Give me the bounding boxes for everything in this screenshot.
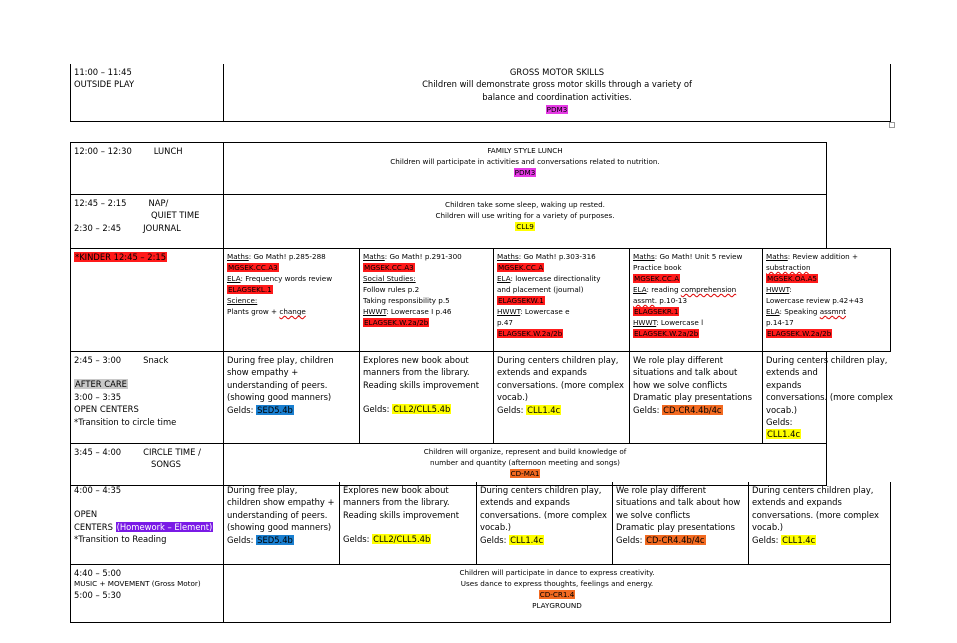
aftercare-day-1 (224, 352, 360, 444)
activity-text: (showing good manners) (227, 522, 332, 533)
lesson-text: : Go Math! p.285-288 (248, 252, 326, 261)
kinder-day-3 (494, 249, 630, 352)
activity-text: We role play different (633, 355, 724, 365)
activity-text: Reading skills improvement (363, 379, 480, 390)
subject-label: Maths (633, 252, 655, 261)
time-cell-lunch (71, 143, 224, 195)
section-title: GROSS MOTOR SKILLS (509, 67, 605, 77)
lesson-text: . p.10-13 (654, 296, 688, 305)
aftercare-day-2 (360, 352, 494, 444)
schedule-table-top (70, 64, 891, 122)
description-line: Children will participate in dance to express creativity. (459, 567, 655, 577)
activity-text: vocab.) (766, 404, 798, 415)
lesson-text: Practice book (633, 263, 682, 272)
time-cell-aftercare (71, 352, 224, 444)
gelds-label: Gelds: (766, 417, 793, 428)
time-label: 2:30 – 2:45 (74, 222, 122, 233)
description-line: Uses dance to express thoughts, feelings and energy. (460, 578, 654, 588)
section-title: FAMILY STYLE LUNCH (487, 146, 563, 155)
activity-text: extends and expands (480, 497, 570, 508)
activity-text: extends and expands (766, 367, 818, 390)
standard-code: MGSEK.CC.A (634, 274, 680, 283)
subject-label: Maths (363, 252, 385, 261)
activity-text: understanding of peers. (227, 379, 328, 390)
table-resize-handle[interactable] (889, 122, 895, 128)
transition-note: *Transition to Reading (74, 534, 167, 545)
activity-text: conversations. (more complex (497, 379, 624, 390)
activity-text: During centers children play, (766, 355, 888, 365)
description-line: number and quantity (afternoon meeting and songs) (430, 457, 620, 467)
gelds-label: Gelds: (497, 404, 527, 415)
centers-day-3 (477, 482, 613, 564)
centers-day-5 (749, 482, 891, 564)
subject-label: ELA (497, 274, 511, 283)
description-line: Children will organize, represent and build knowledge of (423, 446, 627, 456)
time-label: 4:40 – 5:00 (74, 567, 122, 578)
standard-code: SED5.4b (257, 404, 293, 415)
activity-text: During centers children play, (497, 355, 619, 365)
standard-code: ELAGSEKL.1 (228, 285, 272, 294)
standard-code: CD-CR4.4b/4c (646, 534, 705, 545)
activity-label: OPEN CENTERS (74, 404, 139, 415)
lesson-text: : Lowercase e (520, 307, 570, 316)
standard-code: ELAGSEK.W.2a/2b (498, 329, 563, 338)
activity-text: extends and expands (752, 497, 842, 508)
time-label: 12:45 – 2:15 (74, 198, 127, 208)
lesson-text: : Speaking (779, 307, 820, 316)
standard-code: CLL1.4c (782, 534, 816, 545)
schedule-table-centers (70, 482, 891, 623)
standard-code: SED5.4b (257, 534, 293, 545)
lesson-text: : lowercase directionality (510, 274, 601, 283)
gelds-label: Gelds: (633, 404, 663, 415)
standard-code: CD-MA1 (510, 468, 540, 478)
standard-code: ELAGSEKW.1 (498, 296, 544, 305)
lesson-text: Taking responsibility p.5 (363, 296, 450, 305)
gelds-label: Gelds: (227, 534, 257, 545)
time-label: 2:45 – 3:00 (74, 355, 122, 365)
activity-label: OUTSIDE PLAY (74, 79, 135, 90)
standard-code: PDM3 (546, 105, 568, 115)
homework-link[interactable]: (Homework – Element) (116, 521, 213, 532)
time-label: 3:45 – 4:00 (74, 446, 122, 457)
aftercare-day-4 (630, 352, 763, 444)
subject-label: ELA (766, 307, 780, 316)
lunch-cell (224, 143, 827, 195)
subject-label: Maths (497, 252, 519, 261)
kinder-label: *KINDER 12:45 – 2:15 (75, 252, 167, 262)
music-cell (224, 564, 891, 622)
time-cell-music (71, 564, 224, 622)
activity-label: JOURNAL (143, 222, 181, 233)
time-cell-centers (71, 482, 224, 564)
activity-label: Snack (143, 355, 169, 365)
time-label: 12:00 – 12:30 (74, 146, 132, 156)
activity-text: We role play different (616, 485, 707, 495)
activity-text: conversations. (more complex (766, 392, 893, 403)
schedule-table-main (70, 142, 891, 486)
activity-text: During free play, children (227, 355, 334, 365)
activity-text: manners from the library. (363, 367, 470, 378)
description-line: balance and coordination activities. (482, 91, 632, 102)
activity-text: Dramatic play presentations (633, 392, 752, 403)
lesson-text: : Go Math! Unit 5 review (654, 252, 743, 261)
activity-text: conversations. (more complex (752, 509, 879, 520)
subject-label: ELA (633, 285, 647, 294)
activity-text: manners from the library. (343, 497, 450, 508)
aftercare-label: AFTER CARE (75, 379, 127, 390)
standard-code: CD-CR1.4 (539, 589, 575, 599)
lesson-text: Follow rules p.2 (363, 285, 420, 294)
lesson-text: assmt (633, 296, 655, 305)
subject-label: HWWT (766, 285, 790, 294)
activity-label: NAP/ (148, 198, 169, 208)
standard-code: CLL2/CLL5.4b (373, 534, 431, 545)
activity-label: SONGS (151, 459, 181, 470)
activity-text: how we solve conflicts (633, 379, 728, 390)
lesson-text: : Go Math! p.303-316 (518, 252, 596, 261)
standard-code: PDM3 (514, 168, 536, 177)
lesson-text: p.14-17 (766, 318, 794, 327)
lesson-text: assmnt (819, 307, 847, 316)
activity-text: extends and expands (497, 367, 587, 378)
description-line: Children take some sleep, waking up rested. (445, 200, 605, 209)
activity-text: situations and talk about (633, 367, 738, 378)
activity-text: During centers children play, (752, 485, 874, 495)
centers-day-1 (224, 482, 340, 564)
standard-code: ELAGSEK.W.2a/2b (767, 329, 832, 338)
activity-text: show empathy + (227, 367, 299, 378)
transition-note: *Transition to circle time (74, 416, 177, 427)
standard-code: CD-CR4.4b/4c (663, 404, 722, 415)
lesson-text: p.47 (497, 318, 513, 327)
gelds-label: Gelds: (363, 404, 393, 415)
time-label: 3:00 – 3:35 (74, 391, 122, 402)
description-line: PLAYGROUND (532, 600, 582, 610)
lesson-text: : Review addition + (787, 252, 858, 261)
description-line: Children will demonstrate gross motor skills through a variety of (422, 79, 692, 90)
standard-code: CLL1.4c (767, 429, 801, 440)
activity-label: CENTERS (74, 521, 116, 532)
aftercare-day-3 (494, 352, 630, 444)
subject-label: ELA (227, 274, 241, 283)
activity-text: During free play, (227, 485, 298, 495)
lesson-text: : (789, 285, 792, 294)
subject-label: Maths (227, 252, 249, 261)
description-line: Children will use writing for a variety of purposes. (435, 211, 615, 220)
centers-day-4 (613, 482, 749, 564)
time-label: 5:00 – 5:30 (74, 589, 122, 600)
nap-cell (224, 195, 827, 249)
time-cell-nap (71, 195, 224, 249)
lesson-text: : Go Math! p.291-300 (384, 252, 462, 261)
gelds-label: Gelds: (752, 534, 782, 545)
activity-label: LUNCH (153, 146, 183, 156)
activity-text: Explores new book about (343, 485, 449, 495)
lesson-text: comprehension (680, 285, 737, 294)
activity-text: we solve conflicts (616, 509, 691, 520)
lesson-text: : Lowercase I p.46 (386, 307, 452, 316)
description-line: Children will participate in activities and conversations related to nutrition. (390, 157, 660, 166)
activity-label: QUIET TIME (151, 210, 200, 221)
activity-text: understanding of peers. (227, 509, 328, 520)
lesson-text: : reading (646, 285, 681, 294)
lesson-text: Lowercase review p.42+43 (766, 296, 864, 305)
subject-label: HWWT (363, 307, 387, 316)
gross-motor-cell (224, 64, 891, 121)
standard-code: CLL9 (516, 222, 534, 231)
standard-code: ELAGSEKR.1 (634, 307, 679, 316)
activity-text: (showing good manners) (227, 392, 332, 403)
time-cell-kinder (71, 249, 224, 352)
time-cell-circle (71, 443, 224, 485)
activity-text: Reading skills improvement (343, 509, 460, 520)
time-label: 11:00 – 11:45 (74, 67, 132, 77)
lesson-text: Plants grow + (227, 307, 280, 316)
centers-day-2 (340, 482, 477, 564)
subject-label: HWWT (497, 307, 521, 316)
standard-code: MGSEK.OA.A5 (767, 274, 817, 283)
activity-text: children show empathy + (227, 497, 335, 508)
standard-code: CLL2/CLL5.4b (393, 404, 451, 415)
activity-text: vocab.) (497, 392, 529, 403)
kinder-day-4 (630, 249, 763, 352)
gelds-label: Gelds: (227, 404, 257, 415)
time-label: 4:00 – 4:35 (74, 485, 122, 495)
lesson-text: substraction (766, 263, 811, 272)
kinder-day-2 (360, 249, 494, 352)
lesson-text: change (279, 307, 306, 316)
activity-label: MUSIC + MOVEMENT (Gross Motor) (74, 578, 201, 588)
circle-cell (224, 443, 827, 485)
standard-code: ELAGSEK.W.2a/2b (634, 329, 699, 338)
activity-text: vocab.) (480, 522, 512, 533)
lesson-text: and placement (journal) (497, 285, 584, 294)
standard-code: MGSEK.CC.A (498, 263, 544, 272)
gelds-label: Gelds: (480, 534, 510, 545)
standard-code: ELAGSEK.W.2a/2b (364, 318, 429, 327)
gelds-label: Gelds: (343, 534, 373, 545)
aftercare-day-5 (763, 352, 893, 444)
activity-text: Dramatic play presentations (616, 522, 735, 533)
standard-code: MGSEK.CC.A3 (364, 263, 414, 272)
kinder-day-5 (763, 249, 891, 352)
lesson-text: : Frequency words review (240, 274, 333, 283)
activity-text: vocab.) (752, 522, 784, 533)
subject-label: Science: (227, 296, 258, 305)
kinder-day-1 (224, 249, 360, 352)
gelds-label: Gelds: (616, 534, 646, 545)
time-cell-outside (71, 64, 224, 121)
standard-code: CLL1.4c (510, 534, 544, 545)
standard-code: CLL1.4c (527, 404, 561, 415)
activity-text: situations and talk about how (616, 497, 741, 508)
subject-label: Maths (766, 252, 788, 261)
activity-label: OPEN (74, 509, 98, 520)
standard-code: MGSEK.CC.A3 (228, 263, 278, 272)
lesson-text: : Lowercase l (656, 318, 704, 327)
activity-label: CIRCLE TIME / (143, 446, 201, 457)
subject-label: Social Studies: (363, 274, 416, 283)
activity-text: conversations. (more complex (480, 509, 607, 520)
activity-text: Explores new book about (363, 355, 469, 365)
activity-text: During centers children play, (480, 485, 602, 495)
subject-label: HWWT (633, 318, 657, 327)
